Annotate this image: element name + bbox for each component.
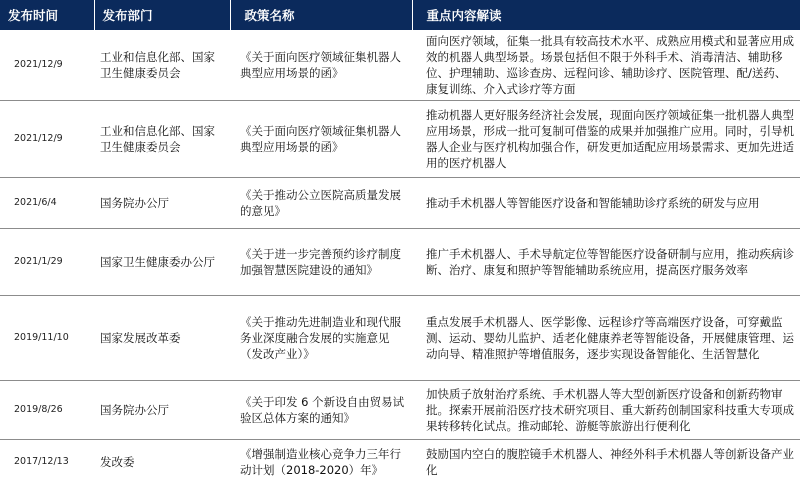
cell-policy-name: 《关于面向医疗领域征集机器人典型应用场景的函》 xyxy=(230,101,412,178)
cell-dept: 国务院办公厅 xyxy=(94,381,230,440)
table-row xyxy=(0,381,800,440)
cell-date: 2021/12/9 xyxy=(0,30,94,101)
header-date: 发布时间 xyxy=(0,0,94,30)
cell-key-content: 推广手术机器人、手术导航定位等智能医疗设备研制与应用，推动疾病诊断、治疗、康复和照护等智能辅助系统应用，提高医疗服务效率 xyxy=(412,229,800,296)
cell-policy-name: 《关于面向医疗领域征集机器人典型应用场景的函》 xyxy=(230,30,412,101)
cell-date: 2021/12/9 xyxy=(0,101,94,178)
header-dept: 发布部门 xyxy=(94,0,230,30)
cell-policy-name: 《关于进一步完善预约诊疗制度加强智慧医院建设的通知》 xyxy=(230,229,412,296)
cell-policy-name: 《增强制造业核心竞争力三年行动计划（2018-2020）年》 xyxy=(240,447,401,477)
cell-date: 2017/12/13 xyxy=(14,456,69,467)
cell-dept: 工业和信息化部、国家卫生健康委员会 xyxy=(94,101,230,178)
cell-key-content: 鼓励国内空白的腹腔镜手术机器人、神经外科手术机器人等创新设备产业化 xyxy=(426,447,794,477)
cell-date: 2019/11/10 xyxy=(0,296,94,381)
cell-key-content: 推动手术机器人等智能医疗设备和智能辅助诊疗系统的研发与应用 xyxy=(412,178,800,229)
cell-key-content: 加快质子放射治疗系统、手术机器人等大型创新医疗设备和创新药物审批。探索开展前沿医疗技术研究项目、重大新药创制国家科技重大专项成果转移转化试点。推动邮轮、游艇等旅游出行便利化 xyxy=(412,381,800,440)
table-row xyxy=(0,440,800,480)
header-row xyxy=(0,0,800,30)
cell-dept: 国务院办公厅 xyxy=(94,178,230,229)
table-row xyxy=(0,178,800,229)
table-row xyxy=(0,296,800,381)
header-key-content: 重点内容解读 xyxy=(412,0,800,30)
cell-dept: 发改委 xyxy=(100,455,135,469)
cell-key-content: 推动机器人更好服务经济社会发展，现面向医疗领域征集一批机器人典型应用场景，形成一批可复制可借鉴的成果并加强推广应用。同时，引导机器人企业与医疗机构加强合作，研发更加适配应用场景需求、更加先进适用的医疗机器人 xyxy=(412,101,800,178)
cell-date: 2021/1/29 xyxy=(0,229,94,296)
cell-dept: 工业和信息化部、国家卫生健康委员会 xyxy=(94,30,230,101)
cell-dept: 国家发展改革委 xyxy=(94,296,230,381)
table-body xyxy=(0,30,800,480)
cell-date: 2019/8/26 xyxy=(0,381,94,440)
cell-key-content: 面向医疗领域，征集一批具有较高技术水平、成熟应用模式和显著应用成效的机器人典型场景。场景包括但不限于外科手术、消毒清洁、辅助移位、护理辅助、巡诊查房、远程问诊、辅助诊疗、医院管理、配/送药、康复训练、介入式诊疗等方面 xyxy=(412,30,800,101)
table-row xyxy=(0,229,800,296)
header-policy-name: 政策名称 xyxy=(230,0,412,30)
table-row xyxy=(0,101,800,178)
cell-policy-name: 《关于推动公立医院高质量发展的意见》 xyxy=(230,178,412,229)
cell-date: 2021/6/4 xyxy=(0,178,94,229)
cell-policy-name: 《关于推动先进制造业和现代服务业深度融合发展的实施意见（发改产业）》 xyxy=(230,296,412,381)
table-row xyxy=(0,30,800,101)
cell-key-content: 重点发展手术机器人、医学影像、远程诊疗等高端医疗设备，可穿戴监测、运动、婴幼儿监护、适老化健康养老等智能设备，开展健康管理、运动向导、精准照护等增值服务，逐步实现设备智能化、生活智慧化 xyxy=(412,296,800,381)
table-header xyxy=(0,0,800,30)
cell-policy-name: 《关于印发 6 个新设自由贸易试验区总体方案的通知》 xyxy=(230,381,412,440)
cell-dept: 国家卫生健康委办公厅 xyxy=(94,229,230,296)
